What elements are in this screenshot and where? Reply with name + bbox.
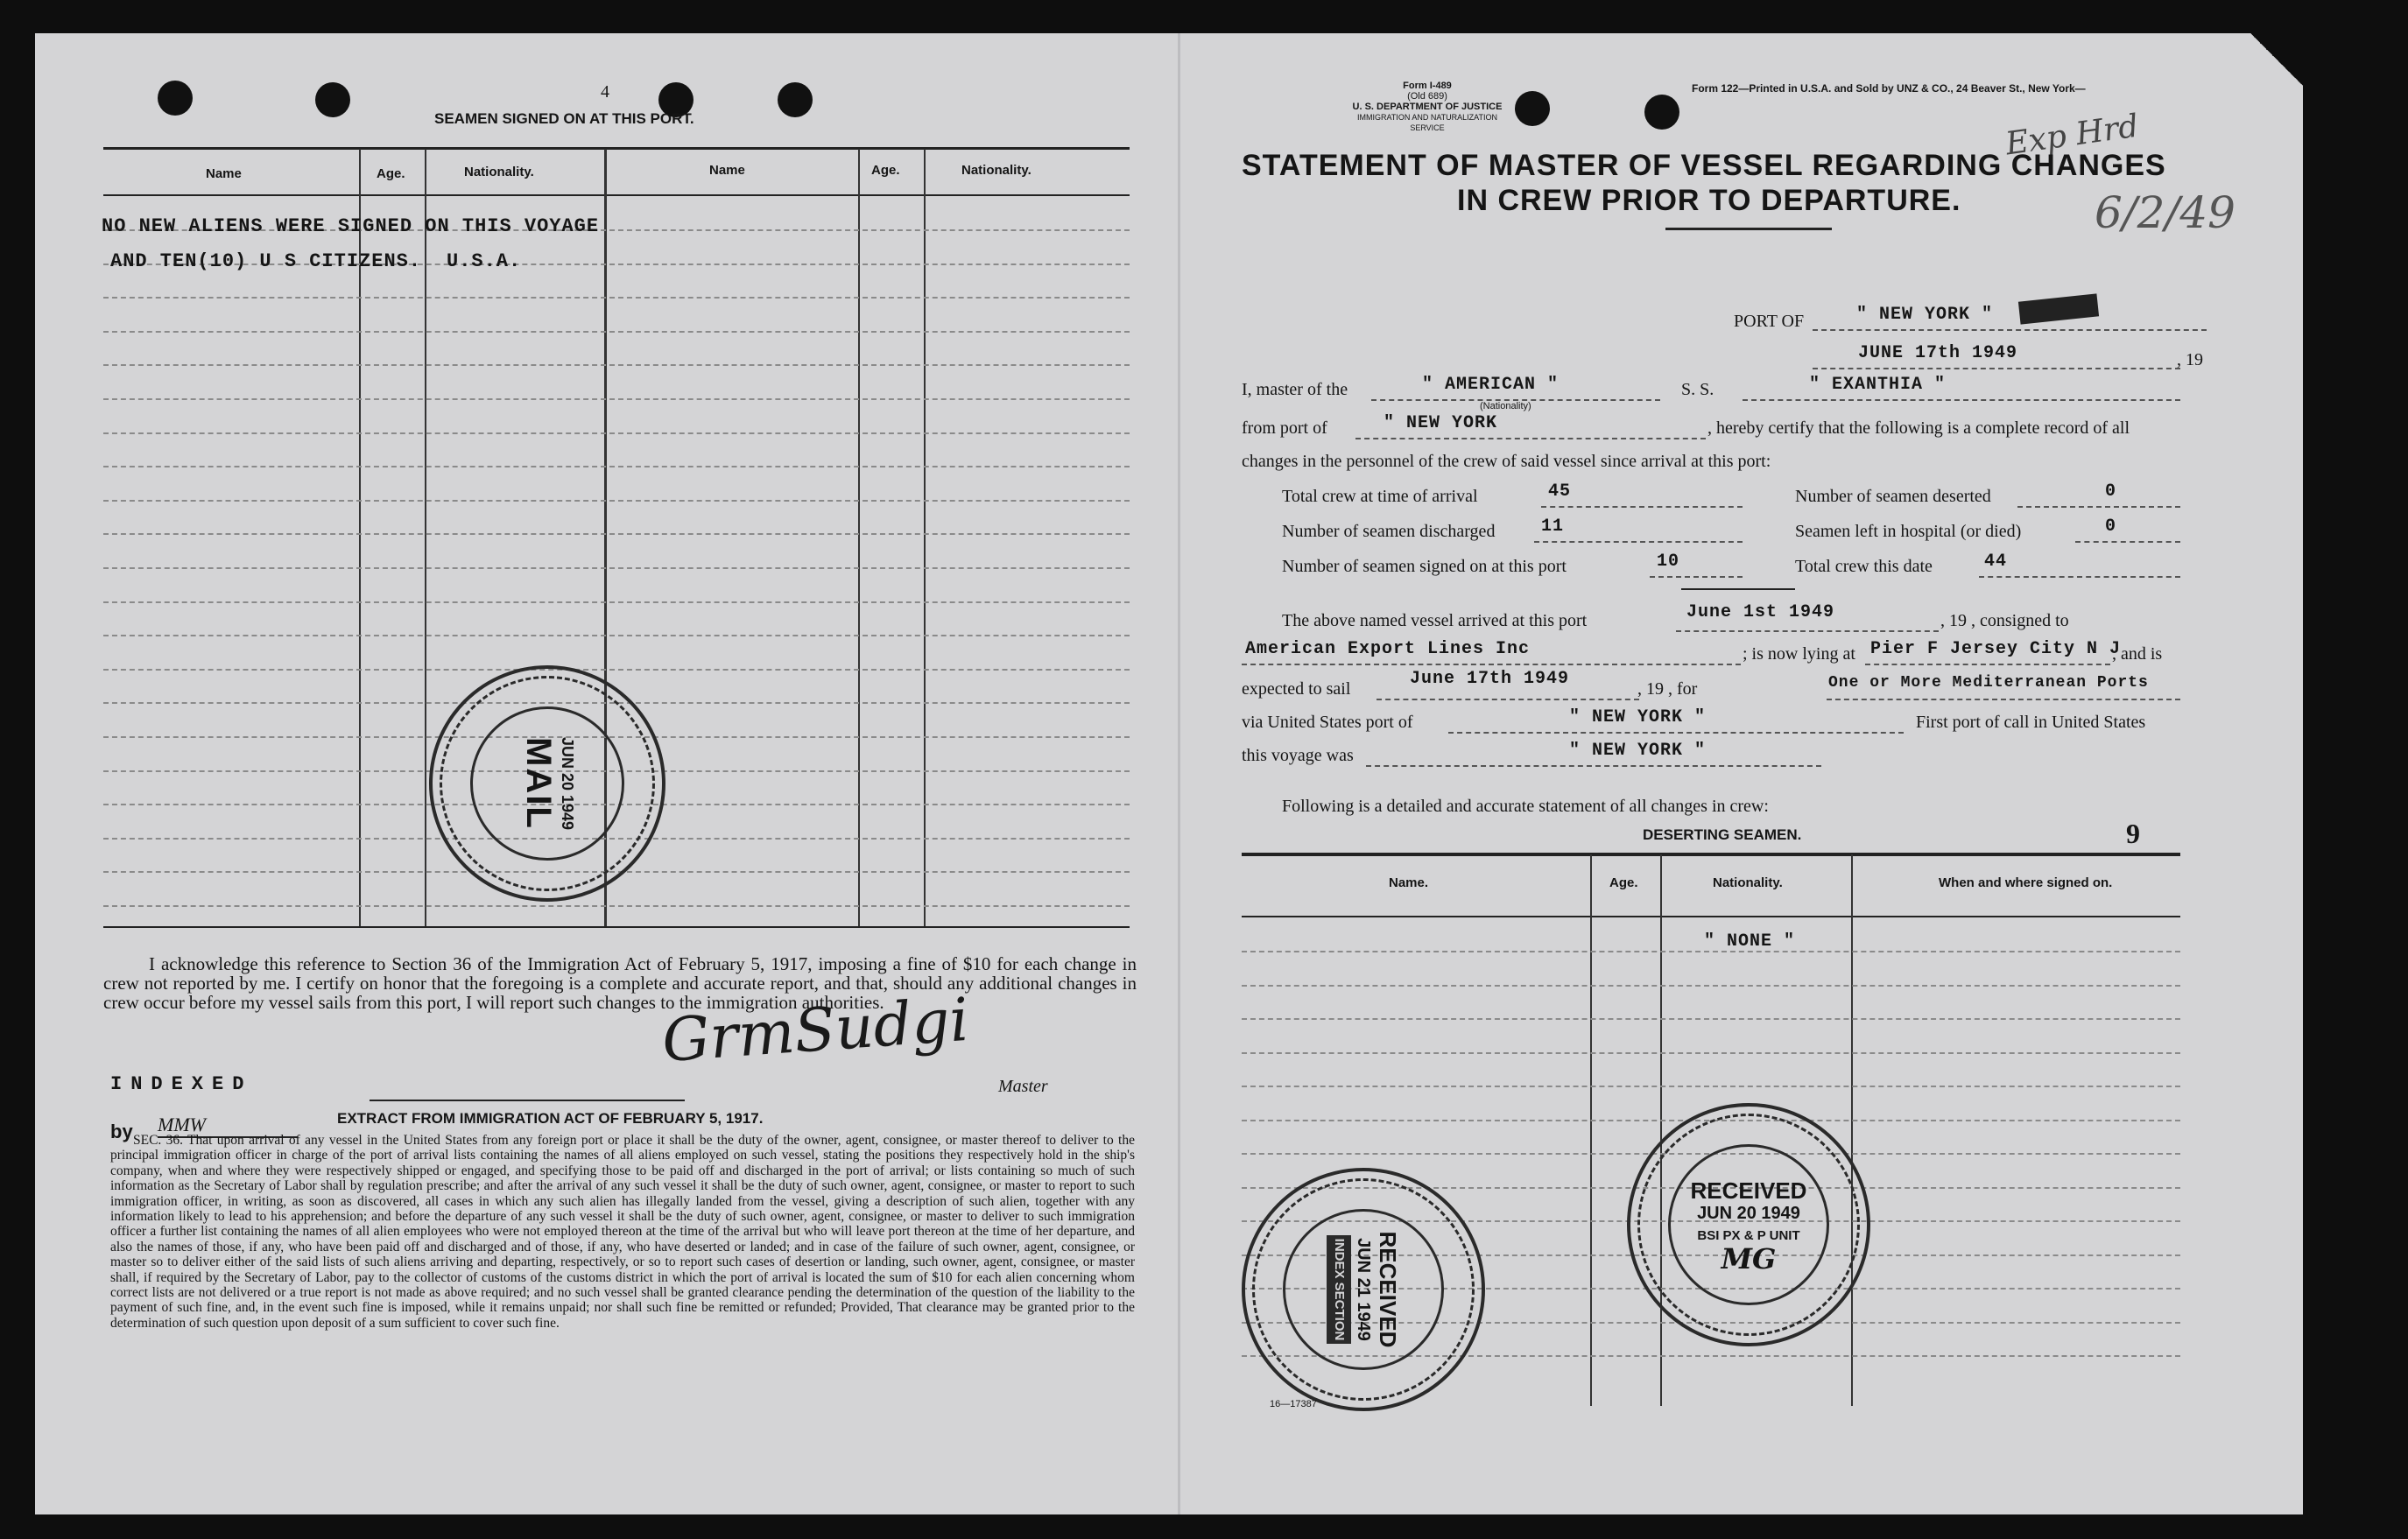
column-divider bbox=[1660, 854, 1662, 1406]
col-header-age: Age. bbox=[871, 163, 900, 178]
form-identifier bbox=[1340, 81, 1515, 133]
table-header-rule bbox=[1242, 916, 2180, 917]
master-label: Master bbox=[998, 1077, 1048, 1096]
received-stamp bbox=[1627, 1103, 1870, 1346]
hospital-value: 0 bbox=[2105, 517, 2117, 537]
form-title-2: IN CREW PRIOR TO DEPARTURE. bbox=[1457, 184, 1961, 217]
table-row bbox=[103, 398, 1130, 400]
master-signature: GrmSudgi bbox=[659, 985, 971, 1077]
table-top-rule bbox=[1242, 853, 2180, 856]
table-row bbox=[1242, 1018, 2180, 1020]
col-header-name: Name bbox=[206, 166, 242, 181]
page-number: 4 bbox=[601, 82, 609, 102]
col-header-nationality: Nationality. bbox=[961, 163, 1031, 178]
by-label: by bbox=[110, 1121, 133, 1142]
column-divider bbox=[425, 149, 426, 928]
document-sheet bbox=[35, 33, 2303, 1514]
title-underline bbox=[1665, 228, 1832, 230]
signed-on-value: 10 bbox=[1657, 552, 1680, 572]
vessel-value: " EXANTHIA " bbox=[1809, 375, 1947, 395]
col-header-signed-on: When and where signed on. bbox=[1939, 875, 2113, 890]
lying-value: Pier F Jersey City N J bbox=[1870, 639, 2122, 659]
arrived-label: The above named vessel arrived at this port bbox=[1282, 611, 1588, 630]
none-entry: " NONE " bbox=[1704, 931, 1796, 952]
handwritten-date: 6/2/49 bbox=[2095, 187, 2235, 238]
from-port-label: from port of bbox=[1242, 418, 1327, 438]
vessel-line bbox=[1743, 373, 2180, 401]
entry-line-1: NO NEW ALIENS WERE SIGNED ON THIS VOYAGE bbox=[102, 215, 600, 237]
table-row bbox=[103, 466, 1130, 467]
consignee-value: American Export Lines Inc bbox=[1245, 639, 1531, 659]
signed-on-label: Number of seamen signed on at this port bbox=[1282, 557, 1567, 576]
expected-value: June 17th 1949 bbox=[1410, 669, 1570, 689]
table-row bbox=[103, 601, 1130, 603]
entry-nationality: U.S.A. bbox=[447, 250, 522, 272]
punch-hole bbox=[778, 82, 813, 117]
table-row bbox=[1242, 1086, 2180, 1087]
received-stamp-2 bbox=[1242, 1168, 1485, 1411]
received-stamp-2-word: RECEIVED bbox=[1375, 1231, 1401, 1348]
received-stamp-initials: MG bbox=[1721, 1242, 1777, 1275]
lying-label: ; is now lying at bbox=[1743, 644, 1855, 664]
column-divider bbox=[924, 149, 926, 928]
hospital-label: Seamen left in hospital (or died) bbox=[1795, 522, 2022, 541]
table-row bbox=[1242, 985, 2180, 987]
total-arrival-line bbox=[1541, 480, 1743, 508]
for-value: One or More Mediterranean Ports bbox=[1828, 674, 2149, 692]
table-row bbox=[103, 669, 1130, 671]
total-arrival-value: 45 bbox=[1548, 481, 1572, 502]
footer-code: 16—17387 bbox=[1270, 1399, 1317, 1409]
for-label: , 19 , for bbox=[1637, 679, 1698, 699]
extract-rule bbox=[370, 1100, 685, 1101]
via-value: " NEW YORK " bbox=[1569, 707, 1707, 727]
col-header-nationality: Nationality. bbox=[1713, 875, 1783, 890]
mail-stamp bbox=[429, 665, 665, 902]
indexed-stamp: INDEXED bbox=[110, 1073, 253, 1095]
received-stamp-2-date: JUN 21 1949 bbox=[1354, 1238, 1373, 1341]
hospital-line bbox=[2075, 515, 2180, 543]
entry-line-2: AND TEN(10) U S CITIZENS. bbox=[110, 250, 422, 272]
changes-text: changes in the personnel of the crew of said vessel since arrival at this port: bbox=[1242, 452, 1771, 471]
received-stamp-2-office: INDEX SECTION bbox=[1327, 1235, 1351, 1345]
mail-stamp-date: JUN 20 1949 bbox=[559, 736, 576, 831]
ss-label: S. S. bbox=[1681, 380, 1714, 399]
total-date-label: Total crew this date bbox=[1795, 557, 1933, 576]
via-label: via United States port of bbox=[1242, 713, 1413, 732]
col-header-name: Name. bbox=[1389, 875, 1429, 890]
table-row bbox=[103, 635, 1130, 636]
deserted-line bbox=[2017, 480, 2180, 508]
expected-label: expected to sail bbox=[1242, 679, 1351, 699]
handwritten-note: Exp Hrd bbox=[2003, 108, 2141, 163]
port-of-label: PORT OF bbox=[1734, 312, 1805, 331]
table-row bbox=[103, 432, 1130, 434]
consigned-label: , 19 , consigned to bbox=[1940, 611, 2069, 630]
col-header-age: Age. bbox=[1609, 875, 1638, 890]
received-stamp-date: JUN 20 1949 bbox=[1697, 1204, 1800, 1223]
deserted-label: Number of seamen deserted bbox=[1795, 487, 1991, 506]
department-name: U. S. DEPARTMENT OF JUSTICE bbox=[1352, 102, 1503, 112]
deserted-value: 0 bbox=[2105, 481, 2117, 502]
left-heading: SEAMEN SIGNED ON AT THIS PORT. bbox=[434, 110, 694, 127]
port-of-value: " NEW YORK " bbox=[1856, 305, 1994, 325]
received-stamp-office: BSI PX & P UNIT bbox=[1697, 1228, 1800, 1243]
extract-text: SEC. 36. That upon arrival of any vessel in the United States from any foreign port or place it shall be the duty of the owner, agent, consignee, or master thereof to deliver to the principal immigration officer in charge of the port of arrival lists containing the names of all aliens employed on such vessel, stating the positions they respectively hold in the ship's company, when and where they were respectively shipped or engaged, and specifying those to be paid off and discharged in the port of arrival; or lists containing so much of such information as the Secretary of Labor shall by regulation prescribe; and after the arrival of any such vessel it shall be the duty of such owner, agent, consignee, or master to report to such immigration officer, in writing, as soon as discovered, all cases in which any such alien has illegally landed from the vessel, giving a description of such alien, together with any information likely to lead to his apprehension; and before the departure of any such vessel it shall be the duty of such owner, agent, consignee, or master to deliver to such immigration officer a further list containing the names of all alien employees who were not employed thereon at the time of the arrival but who will leave port thereon at the time of her departure, and also the names of those, if any, who have been paid off and discharged and of those, if any, who have deserted or landed; and in case of the failure of such owner, agent, consignee, or master so to deliver either of the said lists of such aliens arriving and departing, respectively, or so to report such cases of desertion or landing, such owner, agent, consignee, or master shall, if required by the Secretary of Labor, pay to the collector of customs of the customs district in which the port of arrival is located the sum of $10 for each alien concerning whom correct lists are not delivered or a true report is not made as above required; and no such vessel shall be granted clearance pending the determination of the question of the liability to the payment of such fine, and, in the event such fine is imposed, while it remains unpaid; nor shall such fine be remitted or refunded; Provided, That clearance may be granted prior to the determination of such question upon deposit of a sum sufficient to cover such fine. bbox=[110, 1133, 1135, 1331]
deserting-heading: DESERTING SEAMEN. bbox=[1643, 826, 1802, 843]
punch-hole bbox=[158, 81, 193, 116]
total-date-line bbox=[1979, 550, 2180, 578]
table-row bbox=[1242, 1052, 2180, 1054]
mail-stamp-word: MAIL bbox=[519, 737, 558, 830]
table-top-rule bbox=[103, 147, 1130, 150]
table-row bbox=[103, 567, 1130, 569]
page-fold bbox=[1178, 33, 1180, 1514]
arrived-value: June 1st 1949 bbox=[1686, 602, 1835, 622]
table-row bbox=[103, 331, 1130, 333]
col-header-age: Age. bbox=[377, 166, 405, 181]
table-row bbox=[103, 905, 1130, 907]
form-title-1: STATEMENT OF MASTER OF VESSEL REGARDING CHANGES bbox=[1242, 149, 2166, 182]
table-row bbox=[103, 364, 1130, 366]
discharged-value: 11 bbox=[1541, 517, 1565, 537]
acknowledgment-text: I acknowledge this reference to Section 36 of the Immigration Act of February 5, 1917, imposing a fine of $10 for each change in crew not reported by me. I certify on honor that the foregoing is a complete and accurate report, and that, should any additional changes in crew occur before my vessel sails from this port, I will report such changes to the immigration authorities. bbox=[103, 953, 1137, 1013]
table-bottom-rule bbox=[103, 926, 1130, 928]
extract-title: EXTRACT FROM IMMIGRATION ACT OF FEBRUARY 5, 1917. bbox=[337, 1110, 764, 1127]
form-number: Form I-489 bbox=[1403, 81, 1452, 91]
total-date-value: 44 bbox=[1984, 552, 2008, 572]
table-header-rule bbox=[103, 194, 1130, 196]
table-row bbox=[103, 533, 1130, 535]
column-divider bbox=[858, 149, 860, 928]
col-header-nationality: Nationality. bbox=[464, 165, 534, 179]
service-name: IMMIGRATION AND NATURALIZATION SERVICE bbox=[1356, 113, 1497, 132]
nationality-value: " AMERICAN " bbox=[1422, 375, 1560, 395]
col-header-name: Name bbox=[709, 163, 745, 178]
punch-hole bbox=[1515, 91, 1550, 126]
certify-text: , hereby certify that the following is a complete record of all bbox=[1707, 418, 2130, 438]
divider-rule bbox=[1681, 588, 1795, 590]
punch-hole bbox=[315, 82, 350, 117]
column-divider bbox=[1590, 854, 1592, 1406]
first-port-label: First port of call in United States bbox=[1916, 713, 2146, 732]
table-row bbox=[103, 500, 1130, 502]
this-voyage-label: this voyage was bbox=[1242, 746, 1354, 765]
date-nineteen: , 19 bbox=[2177, 350, 2203, 369]
column-divider bbox=[1851, 854, 1853, 1406]
total-arrival-label: Total crew at time of arrival bbox=[1282, 487, 1478, 506]
nationality-caption: (Nationality) bbox=[1480, 401, 1531, 411]
from-port-value: " NEW YORK bbox=[1384, 413, 1498, 433]
printer-line: Form 122—Printed in U.S.A. and Sold by UNZ & CO., 24 Beaver St., New York— bbox=[1692, 82, 2086, 95]
and-is-label: , and is bbox=[2112, 644, 2163, 664]
punch-hole bbox=[1644, 95, 1679, 130]
following-text: Following is a detailed and accurate statement of all changes in crew: bbox=[1282, 797, 1769, 816]
date-value: JUNE 17th 1949 bbox=[1858, 343, 2018, 363]
page-mark: 9 bbox=[2126, 818, 2140, 849]
discharged-label: Number of seamen discharged bbox=[1282, 522, 1496, 541]
table-row bbox=[103, 297, 1130, 299]
received-stamp-word: RECEIVED bbox=[1690, 1177, 1807, 1204]
this-voyage-value: " NEW YORK " bbox=[1569, 741, 1707, 761]
form-old-number: (Old 689) bbox=[1407, 91, 1447, 102]
by-initials: MMW bbox=[158, 1114, 298, 1138]
discharged-line bbox=[1534, 515, 1743, 543]
master-of-label: I, master of the bbox=[1242, 380, 1348, 399]
